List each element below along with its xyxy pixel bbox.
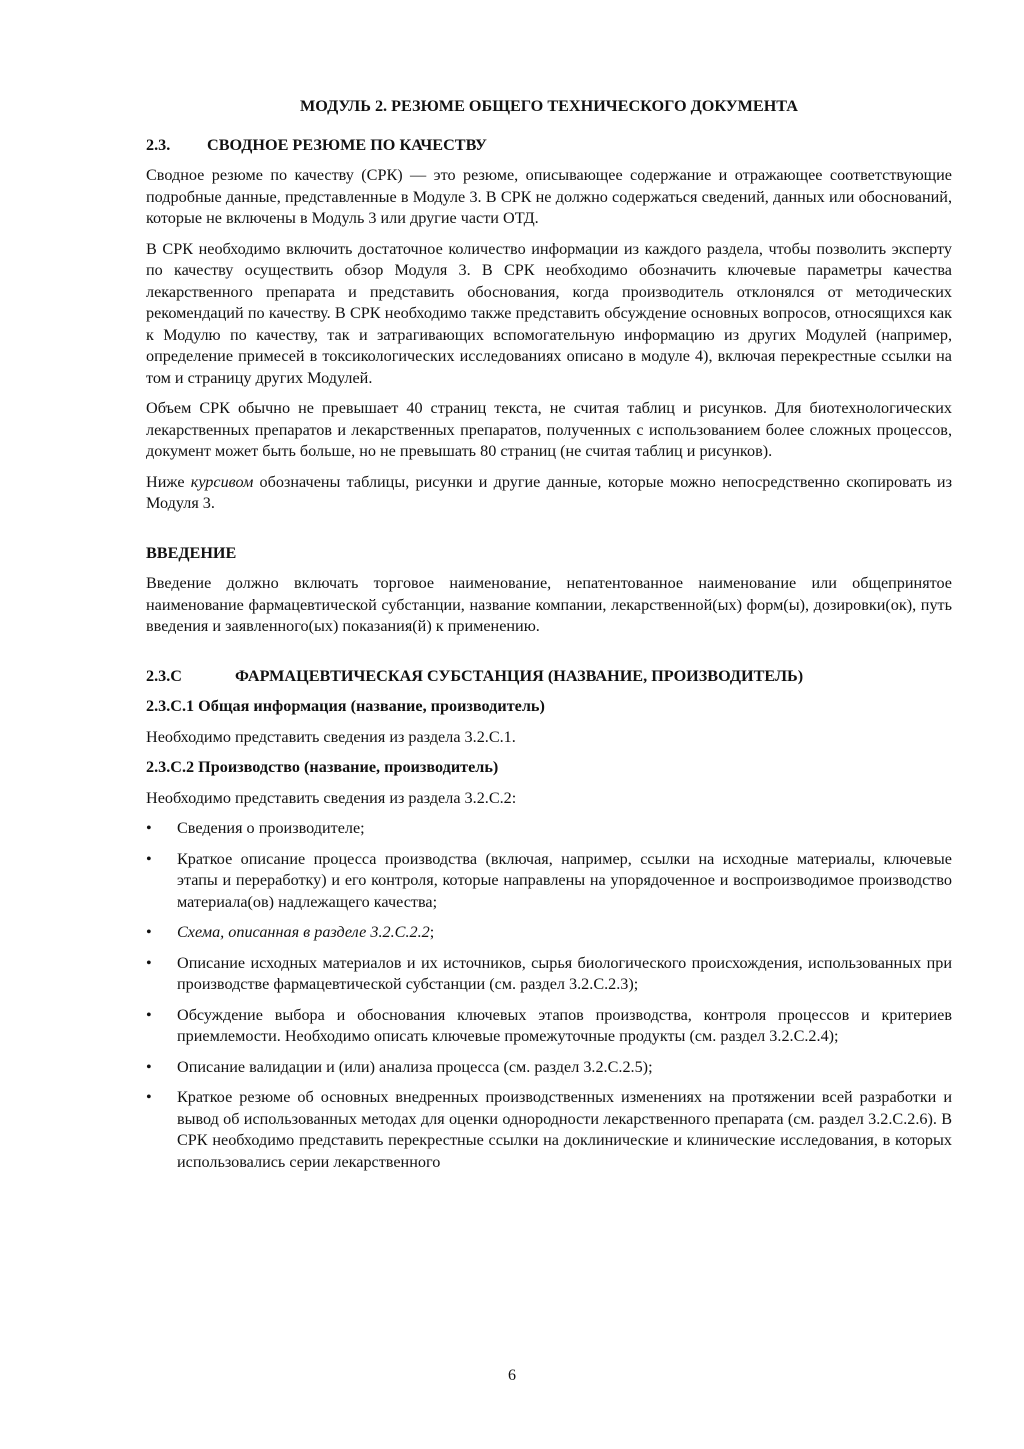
italic-note-emphasis: курсивом bbox=[190, 472, 254, 491]
document-title: МОДУЛЬ 2. РЕЗЮМЕ ОБЩЕГО ТЕХНИЧЕСКОГО ДОКУМЕНТА bbox=[300, 97, 798, 115]
italic-note-after: обозначены таблицы, рисунки и другие данные, которые можно непосредственно скопировать из Модуля 3. bbox=[146, 472, 952, 512]
list-item bbox=[146, 1087, 952, 1173]
list-item bbox=[146, 1005, 952, 1048]
bullet-icon: • bbox=[146, 923, 152, 941]
bullet-icon: • bbox=[146, 849, 152, 868]
section-title: СВОДНОЕ РЕЗЮМЕ ПО КАЧЕСТВУ bbox=[207, 135, 487, 154]
bullet-icon: • bbox=[146, 1005, 152, 1024]
list-item-text: Описание валидации и (или) анализа процесса (см. раздел 3.2.С.2.5); bbox=[177, 1057, 653, 1076]
section-heading bbox=[146, 135, 952, 157]
section-number: 2.3. bbox=[146, 135, 171, 154]
list-item-text: Описание исходных материалов и их источников, сырья биологического происхождения, использованных при производстве фармацевтической субстанции (см. раздел 3.2.С.2.3); bbox=[177, 953, 952, 993]
introduction-heading: ВВЕДЕНИЕ bbox=[146, 543, 237, 562]
bullet-icon: • bbox=[146, 1057, 152, 1076]
italic-note-paragraph bbox=[146, 472, 952, 515]
bullet-icon: • bbox=[146, 953, 152, 972]
substance-heading bbox=[146, 666, 952, 688]
list-item-text: Краткое резюме об основных внедренных производственных изменениях на протяжении всей разработки и вывод об использованных методах для оценки однородности лекарственного препарата (см. раздел 3.2.С.2.6). В СРК необходимо представить перекрестные ссылки на доклинические и клинические исследования, в которых использовались серии лекарственного bbox=[177, 1088, 952, 1171]
list-item-suffix: ; bbox=[429, 923, 435, 941]
paragraph-2: В СРК необходимо включить достаточное количество информации из каждого раздела, чтобы позволить эксперту по качеству осуществить обзор Модуля 3. В СРК необходимо обозначить ключевые параметры качества лекарственного препарата и представить обоснования, когда производитель отклонялся от методических рекомендаций по качеству. В СРК необходимо также представить обсуждение основных вопросов, относящихся как к Модулю по качеству, так и затрагивающих вспомогательную информацию из других Модулей (например, определение примесей в токсикологических исследованиях описано в модуле 4), включая перекрестные ссылки на том и страницу других Модулей. bbox=[146, 239, 952, 387]
subsection-1-heading: 2.3.С.1 Общая информация (название, производитель) bbox=[146, 697, 545, 715]
list-item-text-italic: Схема, описанная в разделе 3.2.С.2.2 bbox=[177, 923, 430, 941]
substance-number: 2.3.С bbox=[146, 666, 182, 685]
document-page bbox=[146, 96, 952, 1182]
introduction-text: Введение должно включать торговое наименование, непатентованное наименование или общепринятое наименование фармацевтической субстанции, название компании, лекарственной(ых) форм(ы), дозировки(ок), путь введения и заявленного(ых) показания(й) к применению. bbox=[146, 574, 952, 635]
list-item-text: Краткое описание процесса производства (включая, например, ссылки на исходные материалы, ключевые этапы и переработку) и его контроля, которые направлены на упорядоченное и воспроизводимое производство материала(ов) надлежащего качества; bbox=[177, 849, 952, 911]
bullet-list bbox=[146, 818, 952, 1173]
list-item bbox=[146, 1057, 952, 1079]
list-item bbox=[146, 849, 952, 914]
list-item bbox=[146, 922, 952, 944]
paragraph-1: Сводное резюме по качеству (СРК) — это резюме, описывающее содержание и отражающее соответствующие подробные данные, представленные в Модуле 3. В СРК не должно содержаться сведений, данных или обоснований, которые не включены в Модуль 3 или другие части ОТД. bbox=[146, 166, 952, 227]
paragraph-3: Объем СРК обычно не превышает 40 страниц текста, не считая таблиц и рисунков. Для биотехнологических лекарственных препаратов и лекарственных препаратов, полученных с использованием более сложных процессов, документ может быть больше, но не превышать 80 страниц (не считая таблиц и рисунков). bbox=[146, 399, 952, 460]
bullet-icon: • bbox=[146, 819, 152, 837]
list-item-text: Обсуждение выбора и обоснования ключевых этапов производства, контроля процессов и критериев приемлемости. Необходимо описать ключевые промежуточные продукты (см. раздел 3.2.С.2.4); bbox=[177, 1005, 952, 1045]
subsection-2-heading: 2.3.С.2 Производство (название, производитель) bbox=[146, 758, 499, 776]
bullet-icon: • bbox=[146, 1088, 152, 1106]
page-number: 6 bbox=[508, 1367, 516, 1384]
list-item bbox=[146, 953, 952, 996]
list-item bbox=[146, 818, 952, 840]
list-item-text: Сведения о производителе; bbox=[177, 819, 365, 837]
substance-title: ФАРМАЦЕВТИЧЕСКАЯ СУБСТАНЦИЯ (НАЗВАНИЕ, ПРОИЗВОДИТЕЛЬ) bbox=[235, 666, 804, 685]
subsection-1-text: Необходимо представить сведения из раздела 3.2.С.1. bbox=[146, 727, 516, 746]
italic-note-before: Ниже bbox=[146, 472, 191, 491]
subsection-2-text: Необходимо представить сведения из раздела 3.2.С.2: bbox=[146, 788, 517, 807]
